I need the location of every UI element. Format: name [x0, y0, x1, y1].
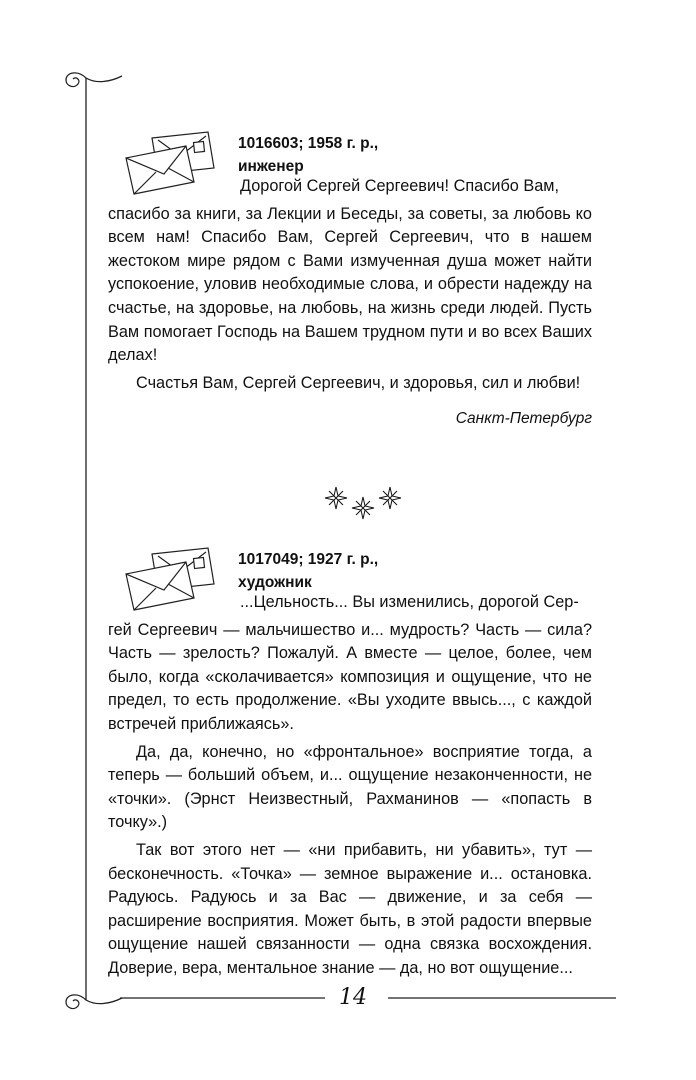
star-left-icon	[325, 487, 347, 509]
letter-id: 1016603; 1958 г. р.,	[238, 135, 379, 152]
letter-profession: инженер	[238, 158, 304, 175]
letter-profession: художник	[238, 574, 312, 591]
letter-signature: Санкт-Петербург	[455, 410, 592, 428]
letter-paragraph: Счастья Вам, Сергей Сергеевич, и здоровья, сил и любви!	[136, 373, 581, 392]
star-ornament	[320, 482, 406, 522]
star-right-icon	[379, 487, 401, 509]
envelope-icon	[108, 546, 238, 614]
page-number: 14	[339, 985, 367, 1010]
bottom-flourish	[66, 995, 122, 1009]
letter-block	[108, 130, 592, 431]
envelope-icon	[108, 130, 238, 198]
letter-first-line: Дорогой Сергей Сергеевич! Спасибо Вам,	[240, 177, 559, 195]
letter-paragraph: Так вот этого нет — «ни прибавить, ни убавить», тут — бесконечность. «Точка» — земное выражение и... остановка. Радуюсь. Радуюсь и за Вас — движение, и за себя — расширение восприятия. Может быть, в этой радости впервые ощущение нашей связанности — одна связка восхождения. Доверие, вера, ментальное знание — да, но вот ощущение...	[108, 840, 592, 977]
top-flourish	[66, 73, 122, 87]
letter-paragraph: спасибо за книги, за Лекции и Беседы, за советы, за любовь ко всем нам! Спасибо Вам, Сергей Сергеевич, что в нашем жестоком мире рядом с Вами измученная душа может найти успокоение, уловив необходимые слова, и обрести надежду на счастье, на здоровье, на любовь, на жизнь среди людей. Пусть Вам помогает Господь на Вашем трудном пути и во всех Ваших делах!	[108, 204, 592, 365]
letter-paragraph: гей Сергеевич — мальчишество и... мудрость? Часть — сила? Часть — зрелость? Пожалуй. А вместе — целое, более, чем было, когда «сколачивается» композиция и ощущение, что не предел, то есть продолжение. «Вы уходите ввысь..., с каждой встречей приближаясь».	[108, 620, 592, 733]
star-middle-icon	[352, 497, 374, 519]
letter-id: 1017049; 1927 г. р.,	[238, 551, 379, 568]
letter-first-line: ...Цельность... Вы изменились, дорогой Сер-	[240, 593, 579, 611]
letter-block	[108, 546, 592, 985]
letter-paragraph: Да, да, конечно, но «фронтальное» восприятие тогда, а теперь — больший объем, и... ощущение незаконченности, не «точки». (Эрнст Неизвестный, Рахманинов — «попасть в точку».)	[108, 742, 592, 832]
